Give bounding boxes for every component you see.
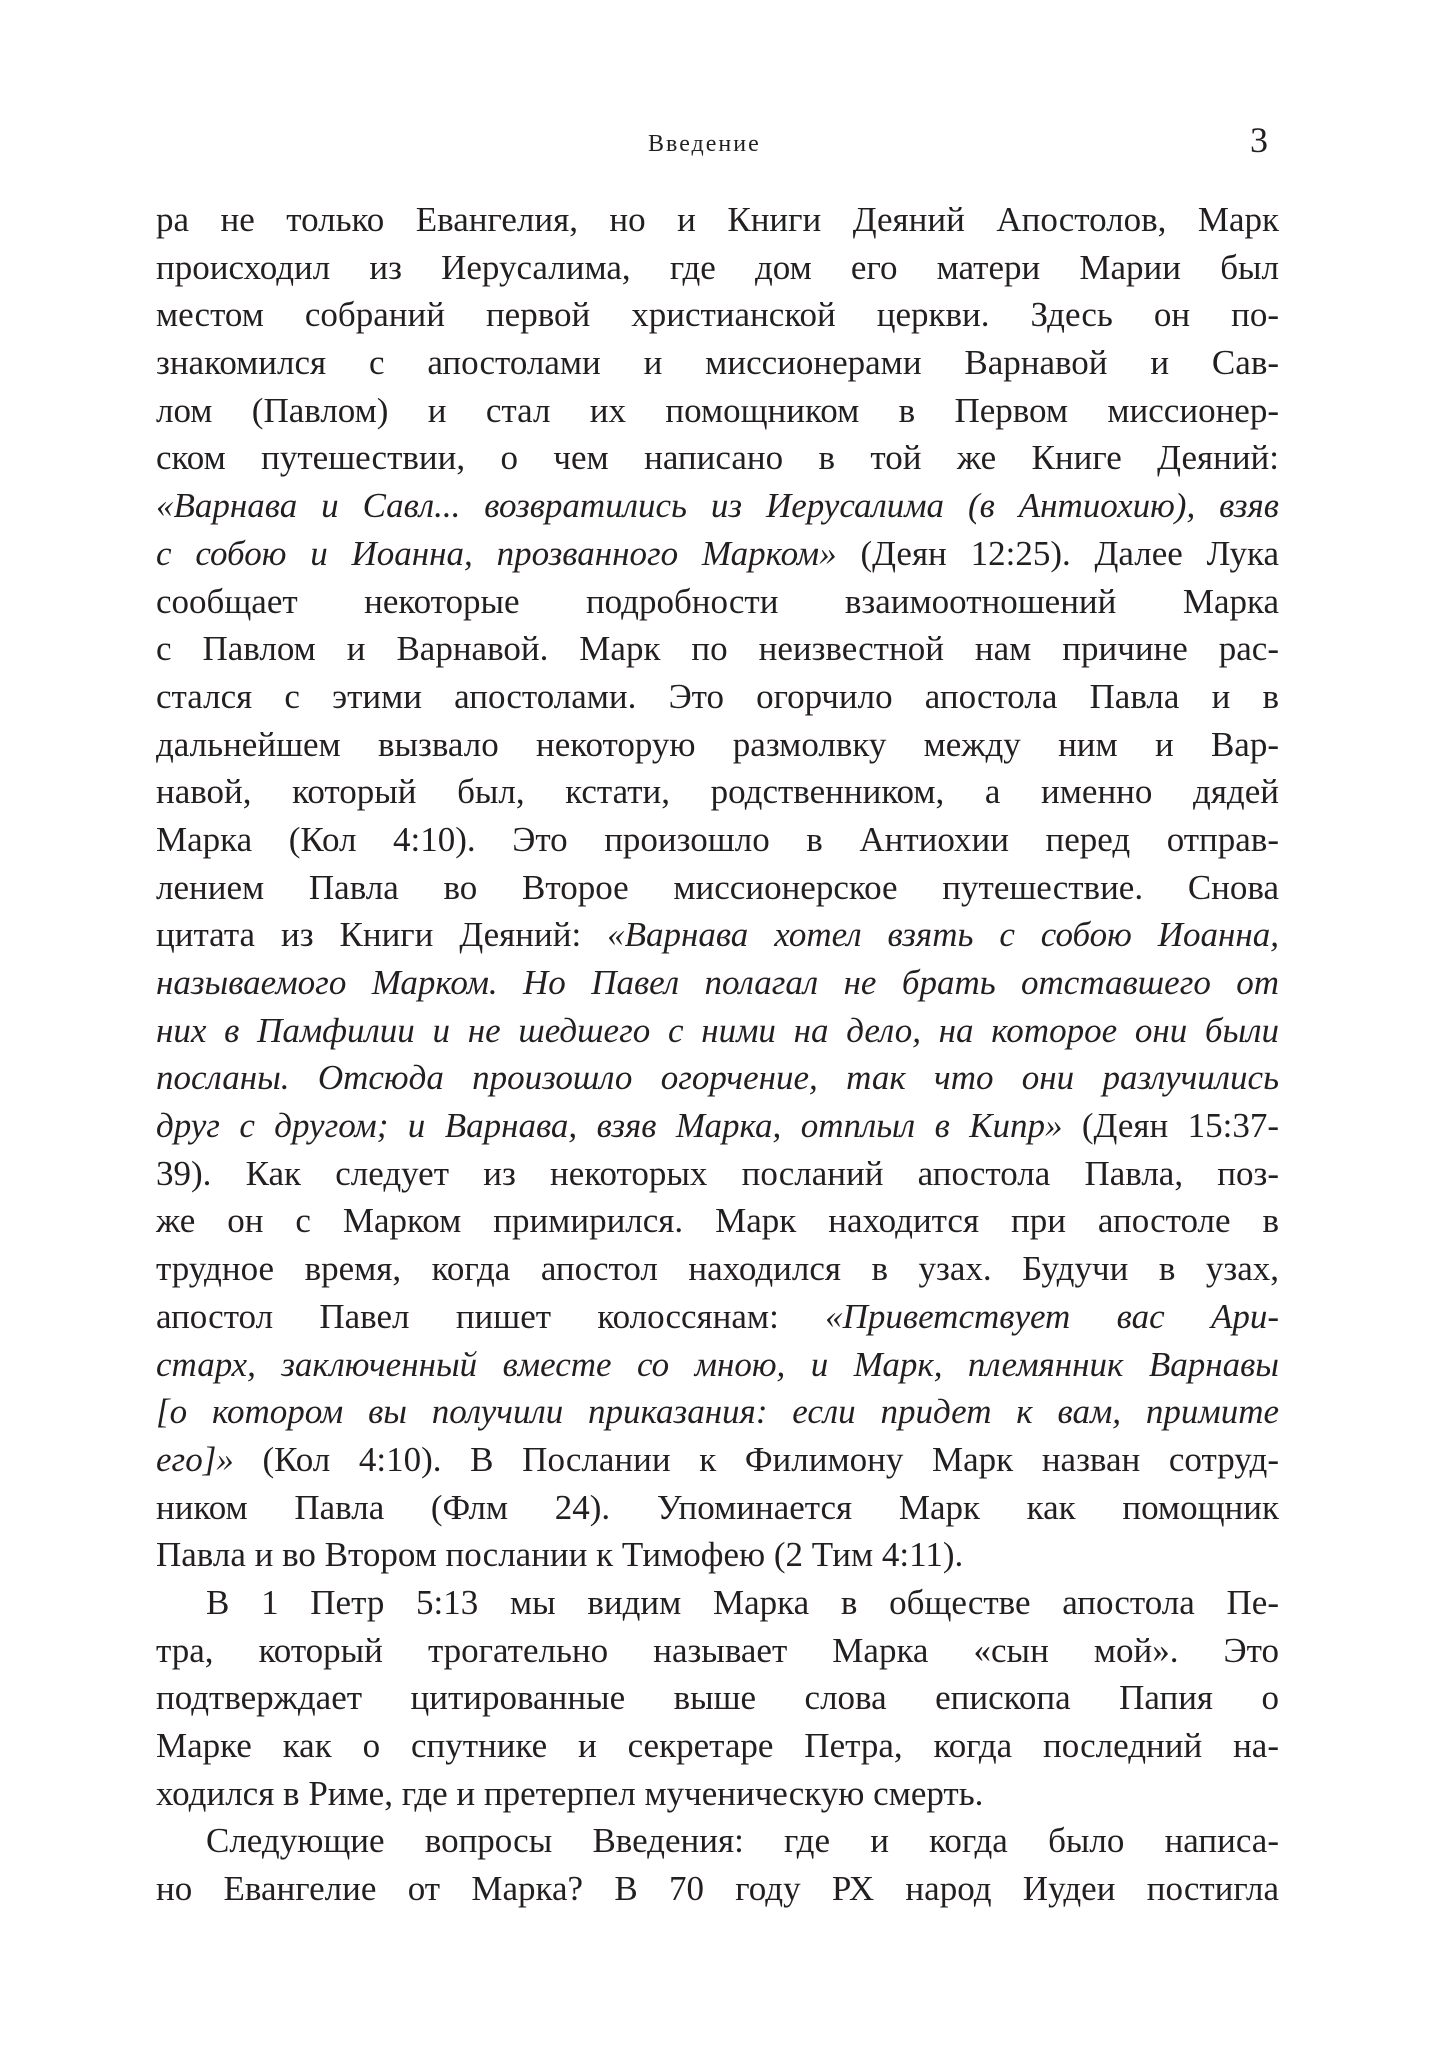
text-segment: ра не только Евангелия, но и Книги Деяний Апостолов, Марк: [156, 200, 1279, 239]
text-segment: происходил из Иерусалима, где дом его матери Марии был: [156, 247, 1279, 287]
text-segment: Марке как о спутнике и секретаре Петра, когда последний на-: [156, 1726, 1279, 1765]
text-line: [156, 1293, 1279, 1341]
text-segment: трудное время, когда апостол находился в узах. Будучи в узах,: [156, 1249, 1279, 1289]
text-segment: знакомился с апостолами и миссионерами Варнавой и Сав-: [156, 343, 1279, 383]
text-line: [156, 1102, 1279, 1150]
text-line: [156, 1579, 1279, 1627]
text-line: [156, 387, 1279, 435]
text-line: [156, 1341, 1279, 1389]
text-line: [156, 339, 1279, 387]
running-title: Введение: [648, 131, 761, 157]
text-segment: лом (Павлом) и стал их помощником в Первом миссионер-: [156, 390, 1279, 430]
italic-quote-segment: «Варнава и Савл... возвратились из Иерусалима (в Антиохию), взяв: [156, 486, 1279, 526]
italic-quote-segment: его]»: [156, 1439, 234, 1479]
text-segment: стался с этими апостолами. Это огорчило апостола Павла и в: [156, 676, 1279, 716]
text-segment: цитата из Книги Деяний:: [156, 915, 608, 955]
text-line: [156, 1817, 1279, 1865]
italic-quote-segment: друг с другом; и Варнава, взяв Марка, отплыл в Кипр»: [156, 1106, 1063, 1146]
text-segment: 39). Как следует из некоторых посланий апостола Павла, поз-: [156, 1153, 1279, 1193]
text-segment: дальнейшем вызвало некоторую размолвку между ним и Вар-: [156, 724, 1279, 764]
text-line: [156, 1388, 1279, 1436]
italic-quote-segment: старх, заключенный вместе со мною, и Марк, племянник Варнавы: [156, 1344, 1279, 1384]
text-line: [156, 1674, 1279, 1722]
text-segment: ском путешествии, о чем написано в той же Книге Деяний:: [156, 438, 1279, 478]
text-line: [156, 1531, 1279, 1579]
text-line: [156, 721, 1279, 769]
italic-quote-segment: «Приветствует вас Ари-: [825, 1296, 1279, 1336]
text-line: [156, 1865, 1279, 1913]
text-segment: но Евангелие от Марка? В 70 году РХ народ Иудеи постигла: [156, 1869, 1279, 1909]
italic-quote-segment: с собою и Иоанна, прозванного Марком»: [156, 533, 837, 573]
text-segment: (Деян 12:25). Далее Лука: [836, 533, 1279, 573]
text-line: [156, 482, 1279, 530]
text-segment: тра, который трогательно называет Марка «сын мой». Это: [156, 1630, 1279, 1670]
text-segment: (Кол 4:10). В Послании к Филимону Марк назван сотруд-: [233, 1439, 1279, 1479]
page-number: 3: [1250, 120, 1268, 160]
text-line: [156, 673, 1279, 721]
text-line: [156, 816, 1279, 864]
text-line: [156, 196, 1279, 244]
text-line: [156, 625, 1279, 673]
text-line: [156, 1150, 1279, 1198]
text-segment: ходился в Риме, где и претерпел мученическую смерть.: [156, 1773, 984, 1813]
text-line: [156, 864, 1279, 912]
text-line: [156, 1436, 1279, 1484]
text-segment: сообщает некоторые подробности взаимоотношений Марка: [156, 581, 1279, 621]
text-line: [156, 530, 1279, 578]
text-segment: лением Павла во Второе миссионерское путешествие. Снова: [156, 867, 1279, 907]
text-segment: подтверждает цитированные выше слова епископа Папия о: [156, 1678, 1279, 1718]
text-line: [156, 768, 1279, 816]
italic-quote-segment: посланы. Отсюда произошло огорчение, так что они разлучились: [156, 1058, 1279, 1098]
text-line: [156, 1770, 1279, 1818]
text-line: [156, 244, 1279, 292]
text-segment: апостол Павел пишет колоссянам:: [156, 1296, 826, 1336]
text-line: [156, 1197, 1279, 1245]
text-line: [156, 959, 1279, 1007]
text-line: [156, 911, 1279, 959]
text-segment: навой, который был, кстати, родственником, а именно дядей: [156, 772, 1279, 812]
text-line: [156, 1722, 1279, 1770]
text-segment: же он с Марком примирился. Марк находится при апостоле в: [156, 1201, 1279, 1241]
body-text: [156, 196, 1279, 1913]
text-line: [156, 1245, 1279, 1293]
text-line: [156, 1484, 1279, 1532]
text-segment: В 1 Петр 5:13 мы видим Марка в обществе апостола Пе-: [206, 1582, 1279, 1622]
italic-quote-segment: называемого Марком. Но Павел полагал не брать отставшего от: [156, 963, 1279, 1002]
text-line: [156, 434, 1279, 482]
text-segment: ником Павла (Флм 24). Упоминается Марк как помощник: [156, 1487, 1279, 1527]
text-line: [156, 291, 1279, 339]
text-segment: Павла и во Втором послании к Тимофею (2 Тим 4:11).: [156, 1535, 964, 1575]
italic-quote-segment: них в Памфилии и не шедшего с ними на дело, на которое они были: [156, 1010, 1279, 1050]
text-line: [156, 1627, 1279, 1675]
italic-quote-segment: [о котором вы получили приказания: если придет к вам, примите: [156, 1392, 1279, 1432]
text-line: [156, 578, 1279, 626]
text-segment: местом собраний первой христианской церкви. Здесь он по-: [156, 295, 1279, 335]
text-segment: с Павлом и Варнавой. Марк по неизвестной нам причине рас-: [156, 629, 1279, 669]
text-segment: Марка (Кол 4:10). Это произошло в Антиохии перед отправ-: [156, 819, 1279, 859]
text-segment: Следующие вопросы Введения: где и когда было написа-: [206, 1821, 1279, 1861]
text-line: [156, 1054, 1279, 1102]
text-segment: (Деян 15:37-: [1062, 1106, 1280, 1146]
italic-quote-segment: «Варнава хотел взять с собою Иоанна,: [607, 915, 1279, 955]
text-line: [156, 1007, 1279, 1055]
